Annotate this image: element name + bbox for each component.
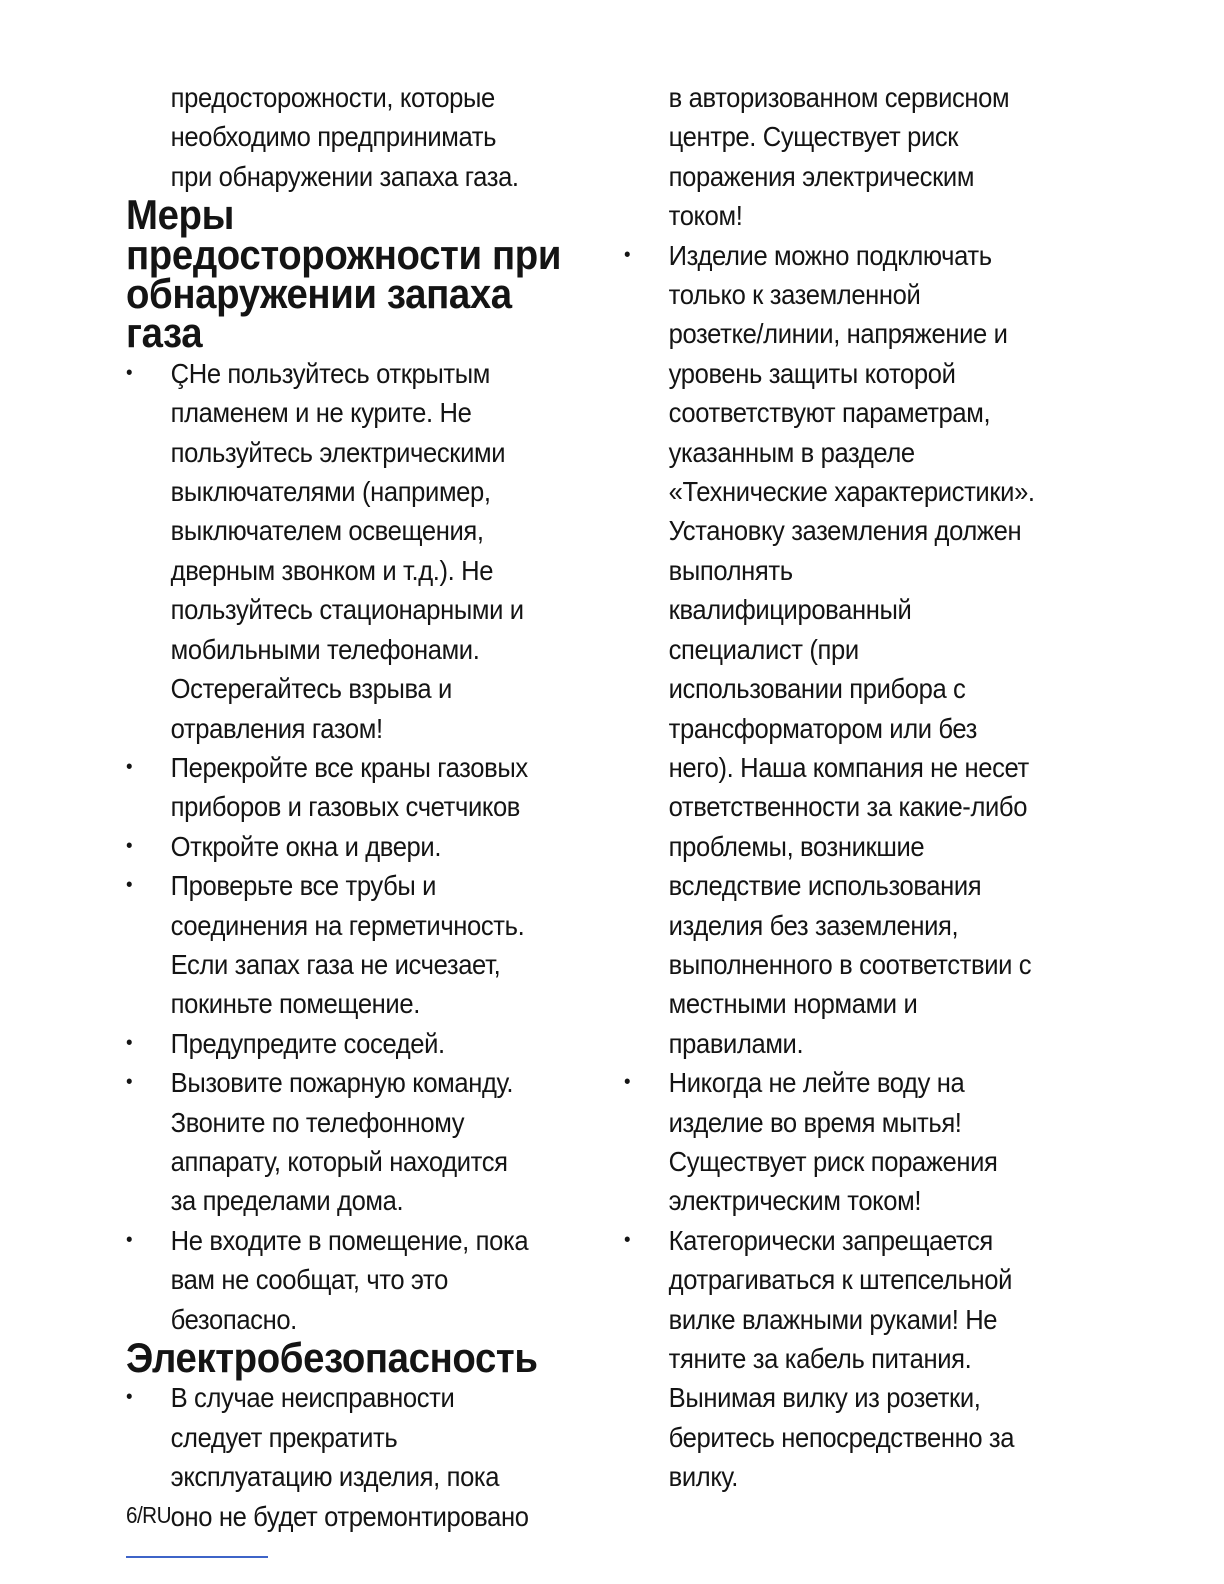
list-item	[624, 1221, 1108, 1497]
gas-safety-heading	[126, 192, 591, 357]
item-line: аппарату, который находится	[170, 1145, 508, 1177]
list-item	[126, 1221, 591, 1339]
item-line: дверным звонком и т.д.). Не	[170, 554, 494, 586]
intro-paragraph	[126, 78, 591, 196]
item-line: «Технические характеристики».	[668, 476, 1035, 508]
item-line: трансформатором или без	[668, 712, 978, 744]
item-line: беритесь непосредственно за	[668, 1421, 1015, 1453]
continuation-line: током!	[668, 200, 743, 232]
item-line: эксплуатацию изделия, пока	[170, 1461, 500, 1493]
gas-safety-list	[126, 354, 591, 1339]
item-line: выключателем освещения,	[170, 515, 484, 547]
item-line: Изделие можно подключать	[668, 239, 992, 271]
item-line: ÇНе пользуйтесь открытым	[170, 357, 490, 389]
item-line: Откройте окна и двери.	[170, 830, 442, 862]
item-line: розетке/линии, напряжение и	[668, 318, 1008, 350]
bullet-icon: •	[624, 1228, 631, 1251]
list-item	[126, 866, 591, 1024]
item-line: выключателями (например,	[170, 476, 491, 508]
continuation-line: в авторизованном сервисном	[668, 82, 1010, 113]
intro-line: при обнаружении запаха газа.	[170, 160, 519, 192]
item-line: указанным в разделе	[668, 436, 915, 468]
page-number: 6/RU	[126, 1502, 172, 1528]
item-line: приборов и газовых счетчиков	[170, 791, 521, 823]
bullet-icon: •	[126, 361, 133, 384]
item-line: вилке влажными руками! Не	[668, 1303, 998, 1335]
intro-line: необходимо предпринимать	[170, 121, 497, 153]
item-line: Никогда не лейте воду на	[668, 1067, 965, 1099]
item-line: изделия без заземления,	[668, 909, 959, 941]
item-line: следует прекратить	[170, 1421, 398, 1453]
item-line: Проверьте все трубы и	[170, 870, 437, 902]
bullet-icon: •	[624, 243, 631, 266]
item-line: тяните за кабель питания.	[668, 1343, 972, 1374]
bullet-icon: •	[126, 834, 133, 857]
item-line: вследствие использования	[668, 870, 982, 902]
item-line: Не входите в помещение, пока	[170, 1224, 529, 1256]
item-line: пламенем и не курите. Не	[170, 397, 472, 429]
item-line: В случае неисправности	[170, 1382, 455, 1414]
item-line: соответствуют параметрам,	[668, 397, 991, 429]
list-item	[624, 236, 1108, 1064]
item-line: оно не будет отремонтировано	[170, 1500, 529, 1532]
left-column	[126, 78, 591, 1536]
bullet-icon: •	[126, 1071, 133, 1094]
list-item	[126, 748, 591, 827]
item-line: безопасно.	[170, 1303, 297, 1335]
footer-divider	[126, 1556, 268, 1558]
electrical-safety-list-continued	[624, 236, 1108, 1497]
item-line: местными нормами и	[668, 988, 918, 1020]
bullet-icon: •	[624, 1071, 631, 1094]
item-line: Если запах газа не исчезает,	[170, 948, 501, 980]
item-line: мобильными телефонами.	[170, 633, 480, 665]
item-line: Установку заземления должен	[668, 515, 1022, 547]
continuation-line: центре. Существует риск	[668, 121, 959, 153]
item-line: выполненного в соответствии с	[668, 948, 1032, 980]
item-line: вам не сообщат, что это	[170, 1264, 448, 1296]
item-line: дотрагиваться к штепсельной	[668, 1264, 1013, 1296]
item-line: выполнять	[668, 554, 793, 586]
right-column	[624, 78, 1108, 1497]
list-item	[126, 1378, 591, 1536]
continuation-paragraph	[624, 78, 1108, 236]
item-line: ответственности за какие-либо	[668, 791, 1028, 823]
item-line: специалист (при	[668, 633, 859, 665]
list-item	[126, 1024, 591, 1063]
item-line: за пределами дома.	[170, 1185, 404, 1217]
item-line: Категорически запрещается	[668, 1224, 993, 1256]
item-line: Существует риск поражения	[668, 1145, 998, 1177]
item-line: Предупредите соседей.	[170, 1027, 445, 1059]
item-line: правилами.	[668, 1027, 804, 1059]
electrical-safety-list	[126, 1378, 591, 1536]
item-line: изделие во время мытья!	[668, 1106, 962, 1138]
bullet-icon: •	[126, 755, 133, 778]
item-line: Звоните по телефонному	[170, 1106, 465, 1138]
item-line: проблемы, возникшие	[668, 830, 925, 862]
item-line: квалифицированный	[668, 594, 912, 626]
item-line: Вызовите пожарную команду.	[170, 1067, 514, 1099]
bullet-icon: •	[126, 874, 133, 897]
item-line: Остерегайтесь взрыва и	[170, 673, 452, 705]
electrical-safety-heading	[126, 1335, 591, 1381]
item-line: использовании прибора с	[668, 673, 966, 705]
list-item	[126, 827, 591, 866]
item-line: покиньте помещение.	[170, 988, 420, 1020]
list-item	[624, 1063, 1108, 1221]
item-line: только к заземленной	[668, 279, 921, 311]
intro-line: предосторожности, которые	[170, 82, 495, 113]
item-line: Перекройте все краны газовых	[170, 751, 528, 783]
item-line: электрическим током!	[668, 1185, 922, 1217]
item-line: пользуйтесь стационарными и	[170, 594, 524, 626]
heading-line: Электробезопасность	[126, 1335, 538, 1381]
list-item	[126, 1063, 591, 1221]
bullet-icon: •	[126, 1386, 133, 1409]
item-line: него). Наша компания не несет	[668, 751, 1029, 783]
heading-line: Меры предосторожности при	[126, 192, 562, 278]
item-line: соединения на герметичность.	[170, 909, 525, 941]
bullet-icon: •	[126, 1228, 133, 1251]
item-line: уровень защиты которой	[668, 357, 956, 389]
item-line: Вынимая вилку из розетки,	[668, 1382, 981, 1414]
item-line: вилку.	[668, 1461, 739, 1493]
heading-line: обнаружении запаха газа	[126, 271, 512, 357]
item-line: отравления газом!	[170, 712, 383, 744]
item-line: пользуйтесь электрическими	[170, 436, 506, 468]
continuation-line: поражения электрическим	[668, 160, 975, 192]
list-item	[126, 354, 591, 748]
bullet-icon: •	[126, 1031, 133, 1054]
